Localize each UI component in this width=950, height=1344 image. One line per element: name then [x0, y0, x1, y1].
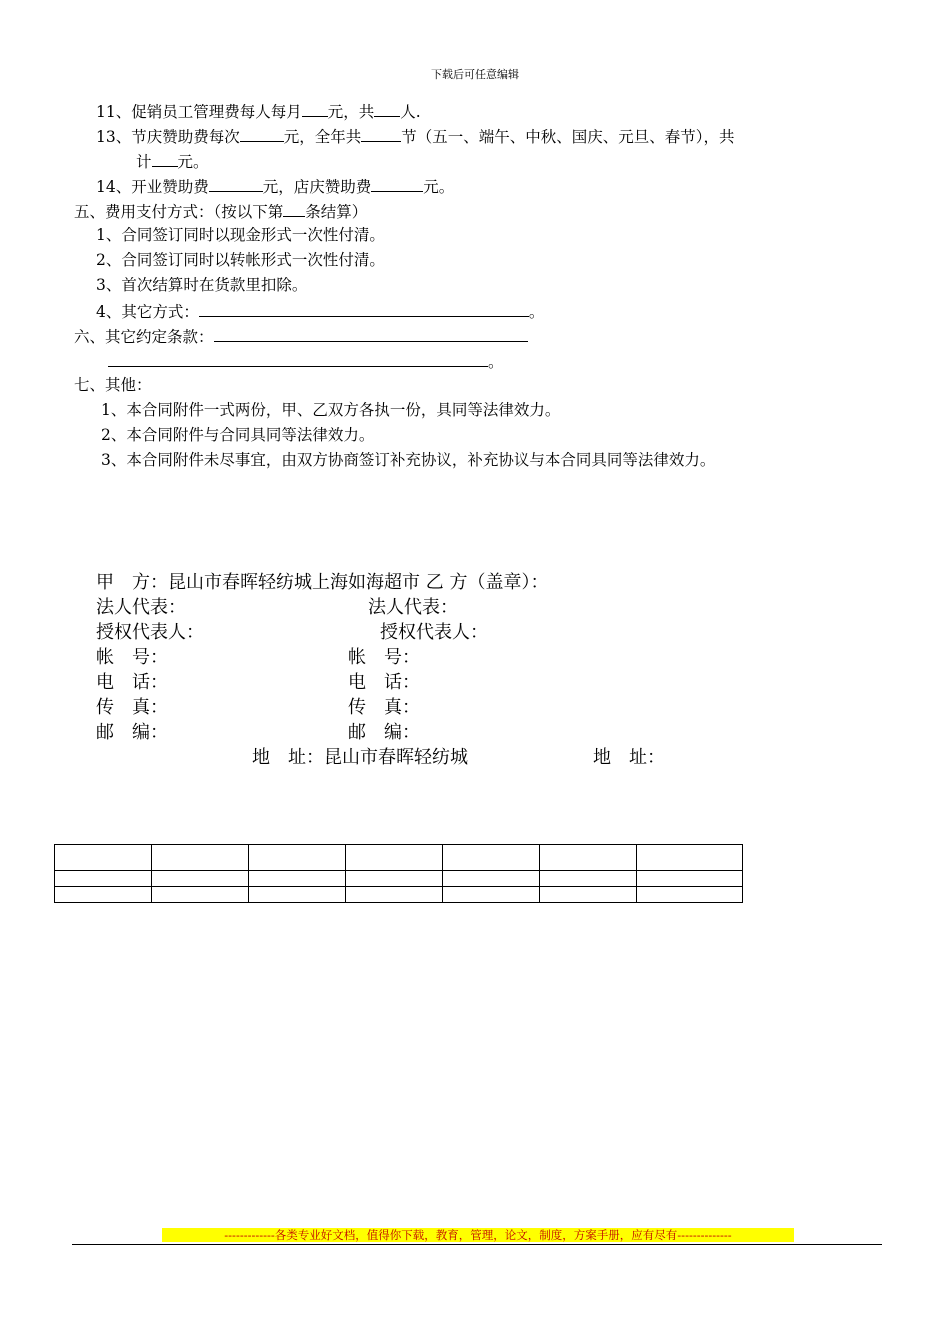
item-11-text-c: 人.	[400, 103, 421, 121]
sig-left: 帐 号：	[96, 647, 168, 668]
sig-right: 授权代表人：	[380, 622, 488, 643]
item-13-text-c: 节（五一、端午、中秋、国庆、元旦、春节），共	[401, 128, 735, 146]
blank[interactable]	[209, 175, 263, 192]
sig-left: 传 真：	[96, 697, 168, 718]
blank[interactable]	[152, 150, 178, 167]
table-cell	[540, 887, 637, 903]
sig-right: 电 话：	[348, 672, 420, 693]
blank[interactable]	[302, 100, 328, 117]
table-cell	[346, 845, 443, 871]
section-7-item: 3、本合同附件未尽事宜，由双方协商签订补充协议，补充协议与本合同具同等法律效力。	[101, 451, 716, 469]
sig-left: 授权代表人：	[96, 622, 204, 643]
table-cell	[346, 887, 443, 903]
table-cell	[637, 871, 743, 887]
item-13-text-e: 元。	[177, 153, 209, 171]
section-7-title: 七、其他：	[74, 376, 152, 394]
blank[interactable]	[283, 200, 305, 217]
sig-left: 法人代表：	[96, 597, 186, 618]
blank[interactable]	[371, 175, 423, 192]
section-5-title	[74, 200, 367, 222]
item-13	[96, 125, 735, 147]
item-13-text-a: 13、节庆赞助费每次	[96, 128, 240, 146]
item-14-text-c: 元。	[423, 178, 455, 196]
section-7-item: 2、本合同附件与合同具同等法律效力。	[101, 426, 375, 444]
address-b: 地 址：	[593, 747, 665, 768]
table-cell	[346, 871, 443, 887]
section-6-end: 。	[488, 353, 504, 371]
item-11-text-b: 元，共	[327, 103, 375, 121]
section-5-option: 2、合同签订同时以转帐形式一次性付清。	[96, 251, 385, 269]
item-13-cont	[136, 150, 209, 172]
table-cell	[152, 845, 249, 871]
header-note: 下载后可任意编辑	[431, 68, 519, 81]
table-cell	[443, 871, 540, 887]
table-cell	[249, 887, 346, 903]
section-5-title-a: 五、费用支付方式：（按以下第	[74, 203, 284, 221]
footer-rule	[72, 1244, 882, 1245]
blank[interactable]	[214, 325, 528, 342]
section-5-other-label: 4、其它方式：	[96, 303, 199, 321]
table-cell	[249, 871, 346, 887]
section-6-title	[74, 325, 528, 347]
blank[interactable]	[361, 125, 401, 142]
table-cell	[637, 845, 743, 871]
item-13-text-d: 计	[136, 153, 152, 171]
sig-right: 帐 号：	[348, 647, 420, 668]
table-cell	[540, 845, 637, 871]
section-5-other-end: 。	[528, 303, 545, 321]
sig-left: 邮 编：	[96, 722, 168, 743]
section-6-cont	[108, 350, 504, 372]
table-cell	[55, 845, 152, 871]
footer-text: -------------各类专业好文档，值得你下载，教育，管理，论文，制度，方案手册，应有尽有--------------	[224, 1228, 732, 1242]
party-a-line	[96, 572, 548, 594]
table-cell	[540, 871, 637, 887]
blank[interactable]	[374, 100, 400, 117]
table-cell	[152, 871, 249, 887]
item-13-text-b: 元，全年共	[283, 128, 362, 146]
blank[interactable]	[240, 125, 284, 142]
table-cell	[637, 887, 743, 903]
party-b: 乙 方（盖章）：	[425, 572, 549, 593]
table-cell	[443, 845, 540, 871]
party-a: 甲 方：昆山市春晖轻纺城上海如海超市	[96, 572, 420, 593]
item-11	[96, 100, 421, 122]
section-5-option: 1、合同签订同时以现金形式一次性付清。	[96, 226, 385, 244]
table-cell	[55, 887, 152, 903]
section-5-other	[96, 300, 544, 322]
section-6-label: 六、其它约定条款：	[74, 328, 214, 346]
sig-right: 传 真：	[348, 697, 420, 718]
section-7-item: 1、本合同附件一式两份，甲、乙双方各执一份，具同等法律效力。	[101, 401, 561, 419]
address-a: 地 址：昆山市春晖轻纺城	[252, 747, 468, 768]
sig-right: 法人代表：	[368, 597, 458, 618]
sig-right: 邮 编：	[348, 722, 420, 743]
section-5-title-b: 条结算）	[305, 203, 368, 221]
blank[interactable]	[199, 300, 529, 317]
item-14	[96, 175, 454, 197]
section-5-option: 3、首次结算时在货款里扣除。	[96, 276, 308, 294]
item-14-text-b: 元，店庆赞助费	[262, 178, 372, 196]
item-14-text-a: 14、开业赞助费	[96, 178, 209, 196]
item-11-text-a: 11、促销员工管理费每人每月	[96, 103, 302, 121]
empty-table	[54, 844, 743, 903]
table-cell	[249, 845, 346, 871]
sig-left: 电 话：	[96, 672, 168, 693]
table-cell	[55, 871, 152, 887]
table-cell	[152, 887, 249, 903]
blank[interactable]	[108, 350, 488, 367]
table-cell	[443, 887, 540, 903]
